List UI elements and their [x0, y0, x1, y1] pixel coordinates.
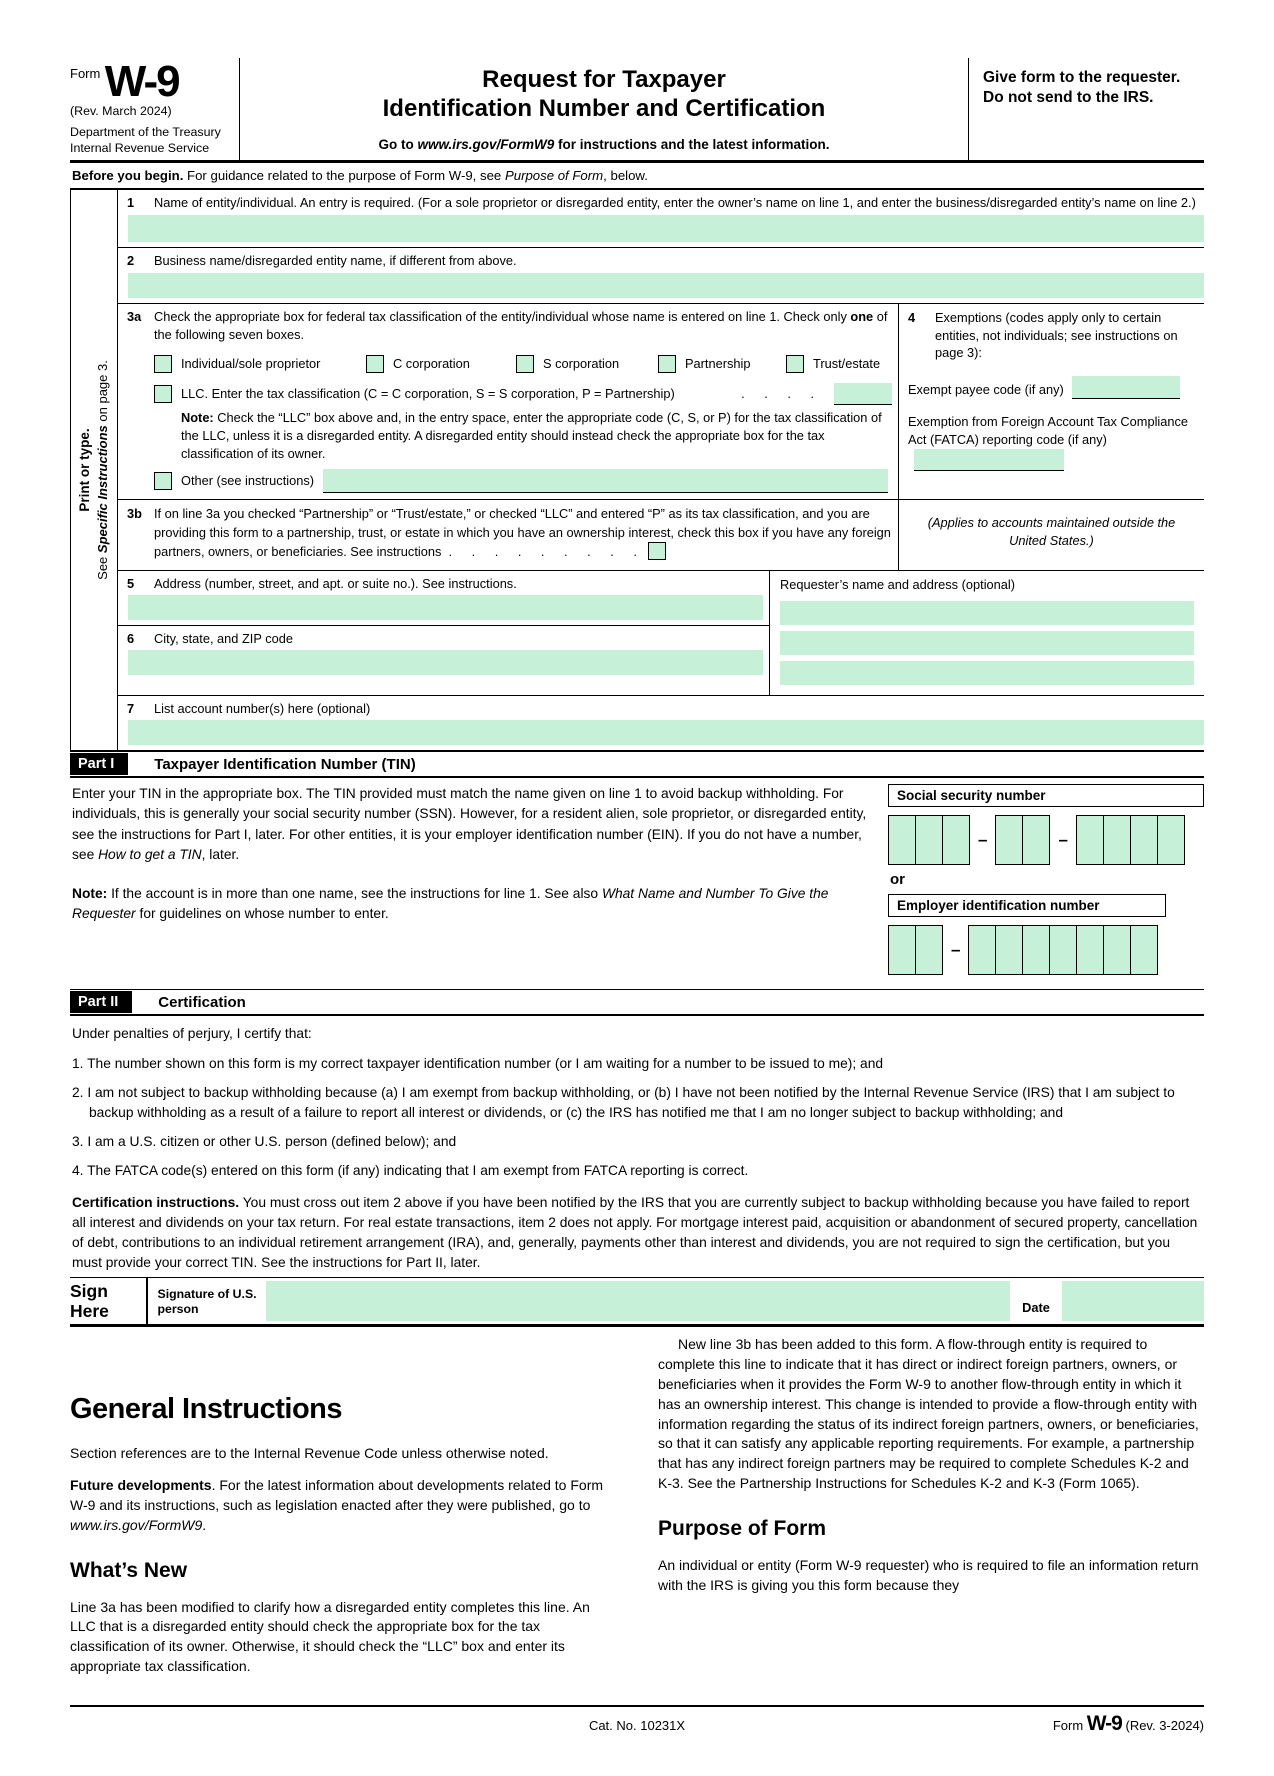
- classification-grid: [118, 304, 1204, 571]
- ssn-digit-cell[interactable]: [995, 815, 1023, 865]
- agency-label: Internal Revenue Service: [70, 140, 210, 155]
- address-grid: [118, 571, 1204, 696]
- fatca-code-input[interactable]: [914, 449, 1064, 471]
- ein-digit-cell[interactable]: [1076, 925, 1104, 975]
- line-3b-number: 3b: [127, 506, 142, 522]
- part1-note: Note: If the account is in more than one name, see the instructions for line 1. See also What Name and Number To Give the Requester for guidelines on whose number to enter.: [72, 885, 829, 922]
- llc-classification-input[interactable]: [834, 383, 892, 405]
- certification-instructions: Certification instructions. You must cross out item 2 above if you have been notified by the IRS that you are currently subject to backup withholding because you have failed to report all interest and dividends on your tax return. For real estate transactions, item 2 does not apply. For mortgage interest paid, acquisition or abandonment of secured property, cancellation of debt, contributions to an individual retirement arrangement (IRA), and, generally, payments other than interest and dividends, you are not required to sign the certification, but you must provide your correct TIN. See the instructions for Part II, later.: [72, 1195, 1198, 1271]
- ein-digit-cell[interactable]: [888, 925, 916, 975]
- part1-title: Taxpayer Identification Number (TIN): [154, 756, 416, 774]
- ssn-digit-cell[interactable]: [1103, 815, 1131, 865]
- instructions-right-column: [658, 1335, 1204, 1689]
- ein-digit-cell[interactable]: [915, 925, 943, 975]
- whats-new-heading: What’s New: [70, 1558, 188, 1582]
- sign-here-row: [70, 1277, 1204, 1327]
- general-instructions-section: [70, 1335, 1204, 1689]
- ein-digit-cell[interactable]: [1130, 925, 1158, 975]
- requester-input-line-1[interactable]: [780, 601, 1194, 625]
- form-header: [70, 58, 1204, 163]
- line-1-label: Name of entity/individual. An entry is required. (For a sole proprietor or disregarded entity, enter the owner’s name on line 1, and enter the business/disregarded entity’s name on line 2.): [154, 195, 1196, 211]
- line-7-number: 7: [127, 700, 135, 716]
- line6-city-state-zip-input[interactable]: [128, 650, 763, 675]
- form-number: W-9: [104, 57, 179, 106]
- line-1-number: 1: [127, 195, 135, 211]
- ein-label: Employer identification number: [888, 894, 1166, 917]
- ssn-digit-cell[interactable]: [942, 815, 970, 865]
- general-instructions-heading: General Instructions: [70, 1393, 343, 1426]
- ein-digit-cell[interactable]: [968, 925, 996, 975]
- tin-entry-area: [888, 784, 1204, 981]
- line-3a-number: 3a: [127, 308, 142, 324]
- part1-body: [70, 778, 1204, 989]
- footer-form-id: Form W-9 (Rev. 3-2024): [1052, 1712, 1204, 1736]
- sign-here-label: Sign Here: [70, 1281, 109, 1322]
- catalog-number: Cat. No. 10231X: [588, 1718, 686, 1734]
- before-you-begin: Before you begin. For guidance related to the purpose of Form W-9, see Purpose of Form, below.: [70, 163, 1204, 190]
- ein-digit-cell[interactable]: [1049, 925, 1077, 975]
- requester-input-line-2[interactable]: [780, 631, 1194, 655]
- requester-label: Requester’s name and address (optional): [780, 576, 1015, 592]
- goto-instructions: Go to www.irs.gov/FormW9 for instructions and the latest information.: [378, 137, 830, 153]
- line-6-row: [118, 626, 769, 675]
- form-title: Request for Taxpayer Identification Number and Certification: [382, 66, 826, 122]
- ssn-dash: –: [1058, 830, 1068, 850]
- ssn-label: Social security number: [888, 784, 1204, 807]
- part2-chip: Part II: [70, 991, 132, 1013]
- checkbox-trust-estate[interactable]: [786, 355, 804, 373]
- ssn-digit-cell[interactable]: [1076, 815, 1104, 865]
- form-fields-section: [70, 190, 1204, 750]
- tax-classification-options: Individual/sole proprietor C corporation S corporation Partnership Trust/estate: [154, 355, 892, 373]
- exempt-payee-label: Exempt payee code (if any): [908, 382, 1064, 398]
- line-4-exemptions-cell: [899, 304, 1204, 501]
- ein-dash: –: [951, 940, 961, 960]
- checkbox-individual-sole-proprietor[interactable]: [154, 355, 172, 373]
- line3b-foreign-partners-checkbox[interactable]: [648, 542, 666, 560]
- signature-input[interactable]: [266, 1281, 1011, 1321]
- line-6-number: 6: [127, 631, 135, 647]
- requester-cell: [770, 571, 1204, 695]
- line2-business-name-input[interactable]: [128, 273, 1204, 298]
- line-5-row: [118, 571, 769, 626]
- department-label: Department of the Treasury: [70, 125, 221, 140]
- section-references-paragraph: Section references are to the Internal Revenue Code unless otherwise noted.: [70, 1445, 549, 1462]
- ssn-dash: –: [978, 830, 988, 850]
- form-title-block: [240, 58, 969, 160]
- ein-digit-cell[interactable]: [1022, 925, 1050, 975]
- or-label: or: [890, 871, 905, 889]
- certification-item-4: 4. The FATCA code(s) entered on this form (if any) indicating that I am exempt from FATCA reporting is correct.: [72, 1163, 749, 1179]
- instructions-left-column: [70, 1335, 616, 1689]
- line7-account-numbers-input[interactable]: [128, 720, 1204, 745]
- line-4-label: Exemptions (codes apply only to certain entities, not individuals; see instructions on page 3):: [935, 309, 1178, 361]
- page-footer: [70, 1705, 1204, 1736]
- ein-cells: [888, 925, 1204, 975]
- other-label: Other (see instructions): [181, 473, 314, 489]
- certification-intro: Under penalties of perjury, I certify that:: [72, 1026, 312, 1042]
- line-2-label: Business name/disregarded entity name, if different from above.: [154, 253, 517, 269]
- checkbox-s-corporation[interactable]: [516, 355, 534, 373]
- date-label: Date: [1022, 1300, 1050, 1316]
- form-identity: [70, 58, 240, 160]
- ssn-digit-cell[interactable]: [888, 815, 916, 865]
- exempt-payee-code-input[interactable]: [1072, 376, 1180, 399]
- llc-label: LLC. Enter the tax classification (C = C corporation, S = S corporation, P = Partnership): [181, 386, 675, 402]
- other-classification-input[interactable]: [323, 469, 888, 493]
- line1-name-input[interactable]: [128, 215, 1204, 242]
- checkbox-other[interactable]: [154, 472, 172, 490]
- line-7-label: List account number(s) here (optional): [154, 700, 371, 716]
- line-3a-cell: [118, 304, 899, 501]
- certification-item-2: 2. I am not subject to backup withholding because (a) I am exempt from backup withholding, or (b) I have not been notified by the Internal Revenue Service (IRS) that I am subject to backup withholding as a result of a failure to report all interest or dividends, or (c) the IRS has notified me that I am no longer subject to backup withholding; and: [72, 1085, 1175, 1121]
- certification-item-3: 3. I am a U.S. citizen or other U.S. person (defined below); and: [72, 1134, 457, 1150]
- date-input[interactable]: [1062, 1281, 1204, 1321]
- ssn-digit-cell[interactable]: [915, 815, 943, 865]
- give-form-note: Give form to the requester. Do not send to the IRS.: [983, 69, 1181, 107]
- checkbox-partnership[interactable]: [658, 355, 676, 373]
- checkbox-c-corporation[interactable]: [366, 355, 384, 373]
- future-developments-paragraph: Future developments. For the latest information about developments related to Form W-9 and its instructions, such as legislation enacted after they were published, go to www.irs.gov/FormW9.: [70, 1477, 604, 1533]
- whats-new-paragraph: Line 3a has been modified to clarify how a disregarded entity completes this line. An LLC that is a disregarded entity should check the appropriate box for the tax classification of its owner. Otherwise, it should check the “LLC” box and enter its appropriate tax classification.: [70, 1598, 590, 1675]
- line-5-number: 5: [127, 575, 135, 591]
- form-word: Form: [70, 66, 101, 81]
- ssn-digit-cell[interactable]: [1022, 815, 1050, 865]
- line-4-number: 4: [908, 309, 916, 325]
- llc-dot-leaders: . . . .: [741, 386, 815, 402]
- ssn-digit-cell[interactable]: [1130, 815, 1158, 865]
- llc-note: Note: Check the “LLC” box above and, in the entry space, enter the appropriate code (C, S, or P) for the tax classification of the LLC, unless it is a disregarded entity. A disregarded entity should instead check the appropriate box for the tax classification of its owner.: [181, 410, 882, 462]
- fatca-applies-note: (Applies to accounts maintained outside the United States.): [927, 515, 1176, 549]
- irs-url-instructions[interactable]: www.irs.gov/FormW9: [70, 1516, 203, 1533]
- line5-address-input[interactable]: [128, 595, 763, 620]
- print-or-type-sidebar: Print or type. See Specific Instructions on page 3.: [71, 190, 118, 750]
- part1-paragraph: Enter your TIN in the appropriate box. The TIN provided must match the name given on line 1 to avoid backup withholding. For individuals, this is generally your social security number (SSN). However, for a resident alien, sole proprietor, or disregarded entity, see the instructions for Part I, later. For other entities, it is your employer identification number (EIN). If you do not have a number, see How to get a TIN, later.: [72, 786, 867, 863]
- part2-header: [70, 989, 1204, 1016]
- fatca-label: Exemption from Foreign Account Tax Compliance Act (FATCA) reporting code (if any): [908, 414, 1189, 448]
- line-5-label: Address (number, street, and apt. or suite no.). See instructions.: [154, 575, 517, 591]
- ein-digit-cell[interactable]: [1103, 925, 1131, 975]
- new-line-3b-paragraph: New line 3b has been added to this form. A flow-through entity is required to complete this line to indicate that it has direct or indirect foreign partners, owners, or beneficiaries when it provides the Form W-9 to another flow-through entity in which it has an ownership interest. This change is intended to provide a flow-through entity with information regarding the status of its indirect foreign partners, owners, or beneficiaries, so that it can satisfy any applicable reporting requirements. For example, a partnership that has any indirect foreign partners may be required to complete Schedules K-2 and K-3. See the Partnership Instructions for Schedules K-2 and K-3 (Form 1065).: [658, 1336, 1199, 1492]
- ssn-cells: [888, 815, 1204, 865]
- certification-body: [70, 1016, 1204, 1277]
- ein-digit-cell[interactable]: [995, 925, 1023, 975]
- purpose-of-form-heading: Purpose of Form: [658, 1517, 827, 1541]
- signature-of-us-person-label: Signature of U.S. person: [157, 1287, 257, 1317]
- irs-url[interactable]: www.irs.gov/FormW9: [417, 137, 555, 153]
- part1-header: [70, 750, 1204, 778]
- line-1-row: [118, 190, 1204, 248]
- line-2-row: [118, 248, 1204, 303]
- line-3a-label: Check the appropriate box for federal tax classification of the entity/individual whose name is entered on line 1. Check only one of the following seven boxes.: [154, 308, 888, 342]
- purpose-of-form-paragraph: An individual or entity (Form W-9 requester) who is required to file an information return with the IRS is giving you this form because they: [658, 1556, 1199, 1593]
- line-6-label: City, state, and ZIP code: [154, 631, 293, 647]
- line-3b-cell: [118, 500, 899, 570]
- line-7-row: [118, 696, 1204, 745]
- line-3b-label: If on line 3a you checked “Partnership” or “Trust/estate,” or checked “LLC” and entered “P” as its tax classification, and you are providing this form to a partnership, trust, or estate in which you have an ownership interest, check this box if you have any foreign partners, owners, or beneficiaries. See instructions: [154, 506, 891, 560]
- certification-item-1: 1. The number shown on this form is my correct taxpayer identification number (or I am waiting for a number to be issued to me); and: [72, 1056, 884, 1072]
- form-revision: (Rev. March 2024): [70, 103, 172, 118]
- checkbox-llc[interactable]: [154, 385, 172, 403]
- line-2-number: 2: [127, 253, 135, 269]
- requester-input-line-3[interactable]: [780, 661, 1194, 685]
- line-3b-dot-leaders: . . . . . . . . .: [448, 544, 638, 560]
- part1-chip: Part I: [70, 753, 128, 775]
- ssn-digit-cell[interactable]: [1157, 815, 1185, 865]
- part2-title: Certification: [158, 994, 246, 1012]
